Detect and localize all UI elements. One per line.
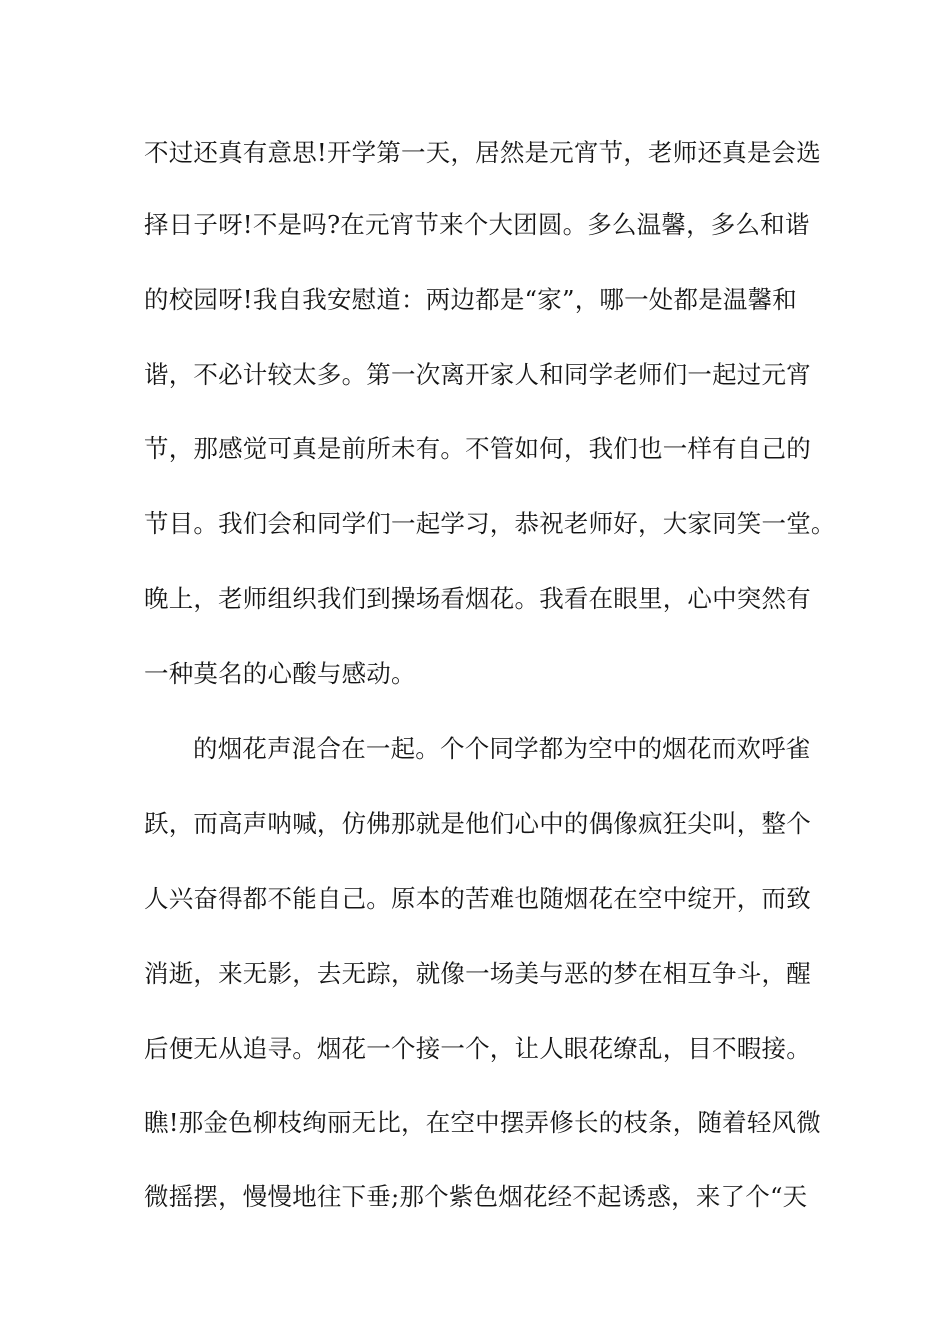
text-line-9: 的烟花声混合在一起。个个同学都为空中的烟花而欢呼雀 <box>193 734 811 763</box>
text-line-8: 一种莫名的心酸与感动。 <box>144 659 416 688</box>
text-line-2: 择日子呀!不是吗?在元宵节来个大团圆。多么温馨，多么和谐 <box>144 210 810 239</box>
text-line-1: 不过还真有意思!开学第一天，居然是元宵节，老师还真是会选 <box>144 138 821 167</box>
text-line-7: 晚上，老师组织我们到操场看烟花。我看在眼里，心中突然有 <box>144 584 811 613</box>
text-line-14: 瞧!那金色柳枝绚丽无比，在空中摆弄修长的枝条，随着轻风微 <box>144 1108 821 1137</box>
text-line-3: 的校园呀!我自我安慰道：两边都是“家”，哪一处都是温馨和 <box>144 285 797 314</box>
text-line-11: 人兴奋得都不能自己。原本的苦难也随烟花在空中绽开，而致 <box>144 884 811 913</box>
text-line-4: 谐，不必计较太多。第一次离开家人和同学老师们一起过元宵 <box>144 360 811 389</box>
text-line-6: 节目。我们会和同学们一起学习，恭祝老师好，大家同笑一堂。 <box>144 509 836 538</box>
text-line-13: 后便无从追寻。烟花一个接一个，让人眼花缭乱，目不暇接。 <box>144 1034 811 1063</box>
text-line-10: 跃，而高声呐喊，仿佛那就是他们心中的偶像疯狂尖叫，整个 <box>144 809 811 838</box>
text-line-12: 消逝，来无影，去无踪，就像一场美与恶的梦在相互争斗，醒 <box>144 959 811 988</box>
text-line-15: 微摇摆，慢慢地往下垂;那个紫色烟花经不起诱惑，来了个“天 <box>144 1182 808 1211</box>
text-line-5: 节，那感觉可真是前所未有。不管如何，我们也一样有自己的 <box>144 434 811 463</box>
